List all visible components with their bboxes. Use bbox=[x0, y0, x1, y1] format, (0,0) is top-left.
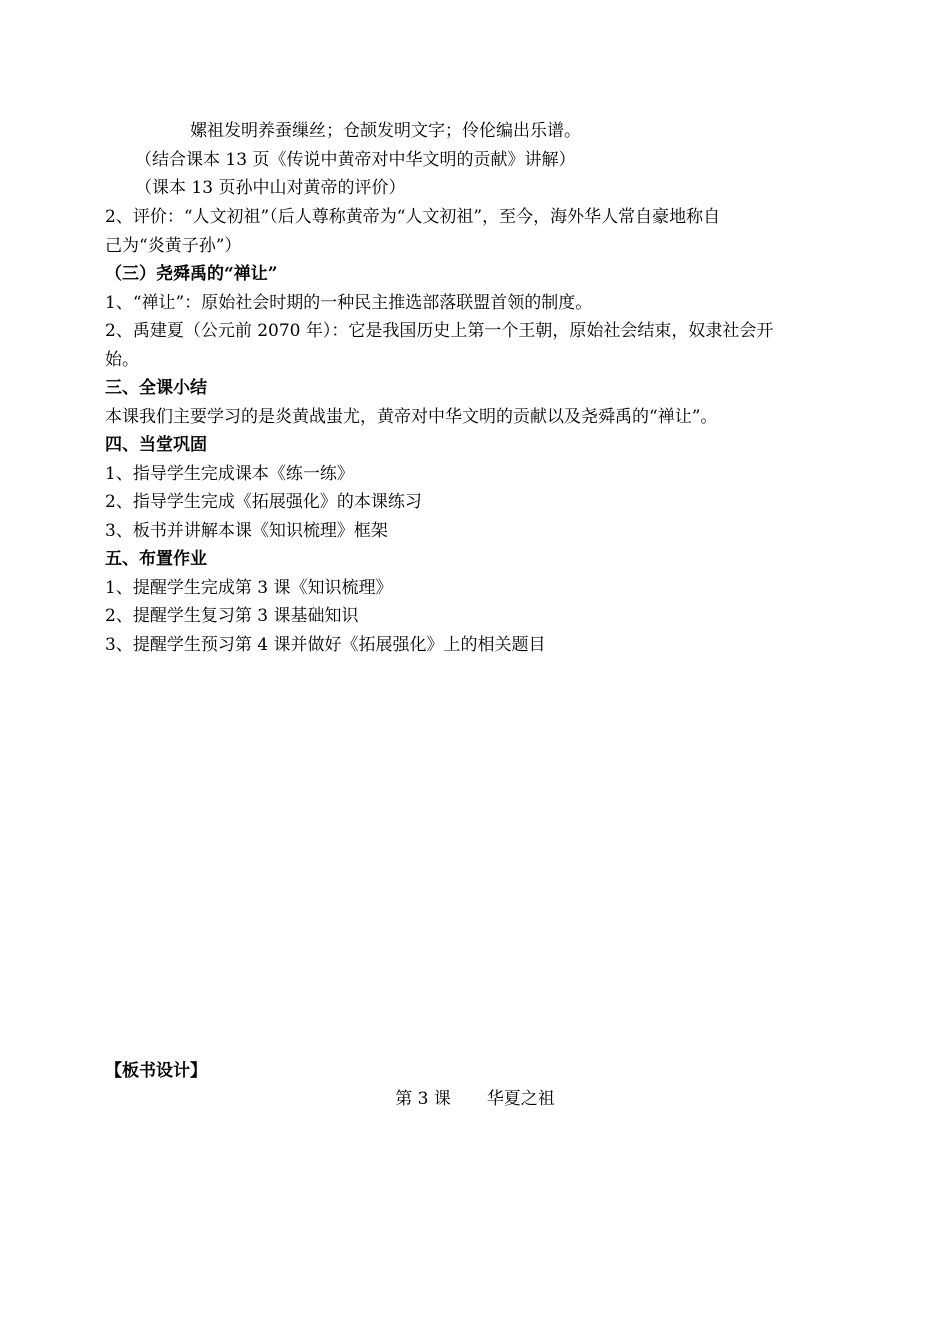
board-design-title: 华夏之祖 bbox=[486, 1089, 555, 1109]
paragraph-xia-dynasty-cont: 始。 bbox=[105, 350, 139, 370]
list-item-homework-3: 3、提醒学生预习第 4 课并做好《拓展强化》上的相关题目 bbox=[105, 635, 546, 655]
section-heading-abdication: （三）尧舜禹的“禅让” bbox=[105, 264, 278, 284]
list-item-homework-2: 2、提醒学生复习第 3 课基础知识 bbox=[105, 606, 359, 626]
paragraph-sun-yatsen-note: （课本 13 页孙中山对黄帝的评价） bbox=[135, 178, 406, 198]
board-design-lesson: 第 3 课 bbox=[395, 1089, 451, 1109]
paragraph-summary: 本课我们主要学习的是炎黄战蚩尤，黄帝对中华文明的贡献以及尧舜禹的“禅让”。 bbox=[105, 407, 718, 427]
paragraph-evaluation: 2、评价：“人文初祖”（后人尊称黄帝为“人文初祖”，至今，海外华人常自豪地称自 bbox=[105, 207, 721, 227]
paragraph-xia-dynasty: 2、禹建夏（公元前 2070 年）：它是我国历史上第一个王朝，原始社会结束，奴隶社会开 bbox=[105, 321, 774, 341]
board-design-heading: 【板书设计】 bbox=[105, 1061, 207, 1081]
list-item-consolidation-2: 2、指导学生完成《拓展强化》的本课练习 bbox=[105, 492, 422, 512]
list-item-consolidation-1: 1、指导学生完成课本《练一练》 bbox=[105, 464, 354, 484]
paragraph-inventions: 嫘祖发明养蚕缫丝；仓颉发明文字；伶伦编出乐谱。 bbox=[190, 121, 581, 141]
list-item-consolidation-3: 3、板书并讲解本课《知识梳理》框架 bbox=[105, 521, 388, 541]
paragraph-evaluation-cont: 己为“炎黄子孙”） bbox=[105, 236, 242, 256]
section-heading-summary: 三、全课小结 bbox=[105, 378, 207, 398]
section-heading-consolidation: 四、当堂巩固 bbox=[105, 435, 207, 455]
section-heading-homework: 五、布置作业 bbox=[105, 549, 207, 569]
list-item-homework-1: 1、提醒学生完成第 3 课《知识梳理》 bbox=[105, 578, 393, 598]
board-design-title-line bbox=[0, 1086, 950, 1112]
paragraph-textbook-note: （结合课本 13 页《传说中黄帝对中华文明的贡献》讲解） bbox=[135, 150, 576, 170]
paragraph-abdication-definition: 1、“禅让”：原始社会时期的一种民主推选部落联盟首领的制度。 bbox=[105, 293, 593, 313]
